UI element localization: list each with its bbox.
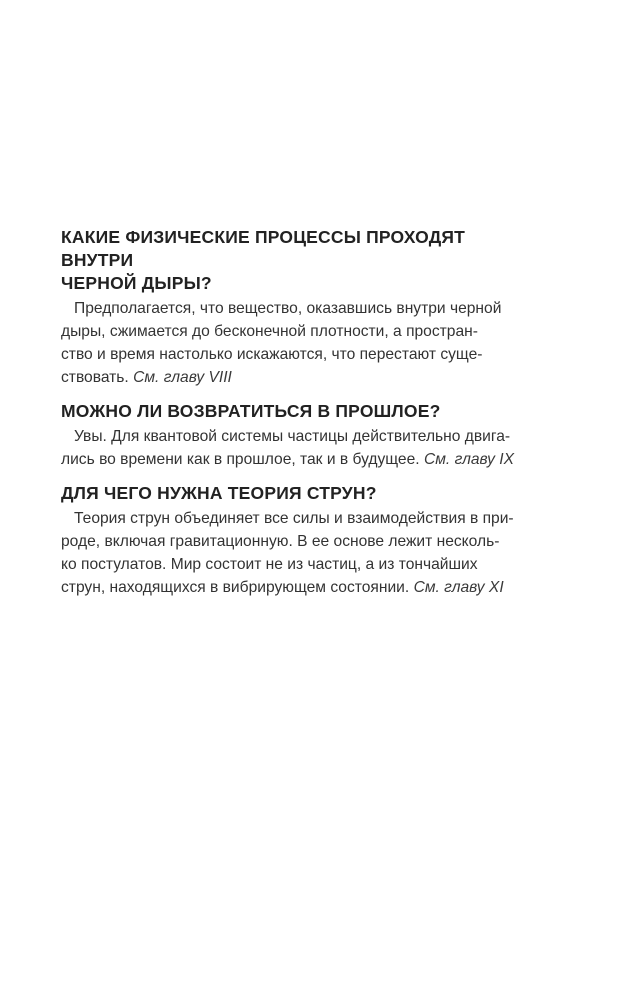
answer-line: дыры, сжимается до бесконечной плотности, а простран- (61, 323, 478, 340)
answer-paragraph (61, 297, 539, 389)
qa-section-string-theory (61, 482, 539, 599)
qa-section-black-hole (61, 226, 539, 389)
answer-line-text: струн, находящихся в вибрирующем состоянии. (61, 579, 410, 596)
question-line: КАКИЕ ФИЗИЧЕСКИЕ ПРОЦЕССЫ ПРОХОДЯТ ВНУТРИ (61, 227, 466, 270)
question-line: ЧЕРНОЙ ДЫРЫ? (61, 273, 212, 293)
question-line: ДЛЯ ЧЕГО НУЖНА ТЕОРИЯ СТРУН? (61, 483, 377, 503)
answer-line-text: лись во времени как в прошлое, так и в будущее. (61, 451, 420, 468)
question-line: МОЖНО ЛИ ВОЗВРАТИТЬСЯ В ПРОШЛОЕ? (61, 401, 441, 421)
answer-line: Предполагается, что вещество, оказавшись внутри черной (74, 300, 502, 317)
answer-paragraph (61, 507, 539, 599)
question-heading (61, 226, 539, 295)
answer-line-last (61, 448, 539, 471)
chapter-reference: См. главу VIII (133, 369, 232, 386)
question-heading (61, 482, 539, 505)
page-content (61, 226, 539, 599)
answer-line: ство и время настолько искажаются, что перестают суще- (61, 346, 483, 363)
chapter-reference: См. главу IX (423, 451, 515, 468)
answer-line-last (61, 576, 539, 599)
answer-line: ко постулатов. Мир состоит не из частиц, а из тончайших (61, 556, 478, 573)
answer-line: Увы. Для квантовой системы частицы действительно двига- (74, 428, 511, 445)
question-heading (61, 400, 539, 423)
chapter-reference: См. главу XI (413, 579, 504, 596)
answer-line-last (61, 366, 539, 389)
qa-section-time-travel (61, 400, 539, 471)
answer-paragraph (61, 425, 539, 471)
answer-line-text: ствовать. (61, 369, 129, 386)
answer-line: роде, включая гравитационную. В ее основе лежит несколь- (61, 533, 500, 550)
answer-line: Теория струн объединяет все силы и взаимодействия в при- (74, 510, 514, 527)
